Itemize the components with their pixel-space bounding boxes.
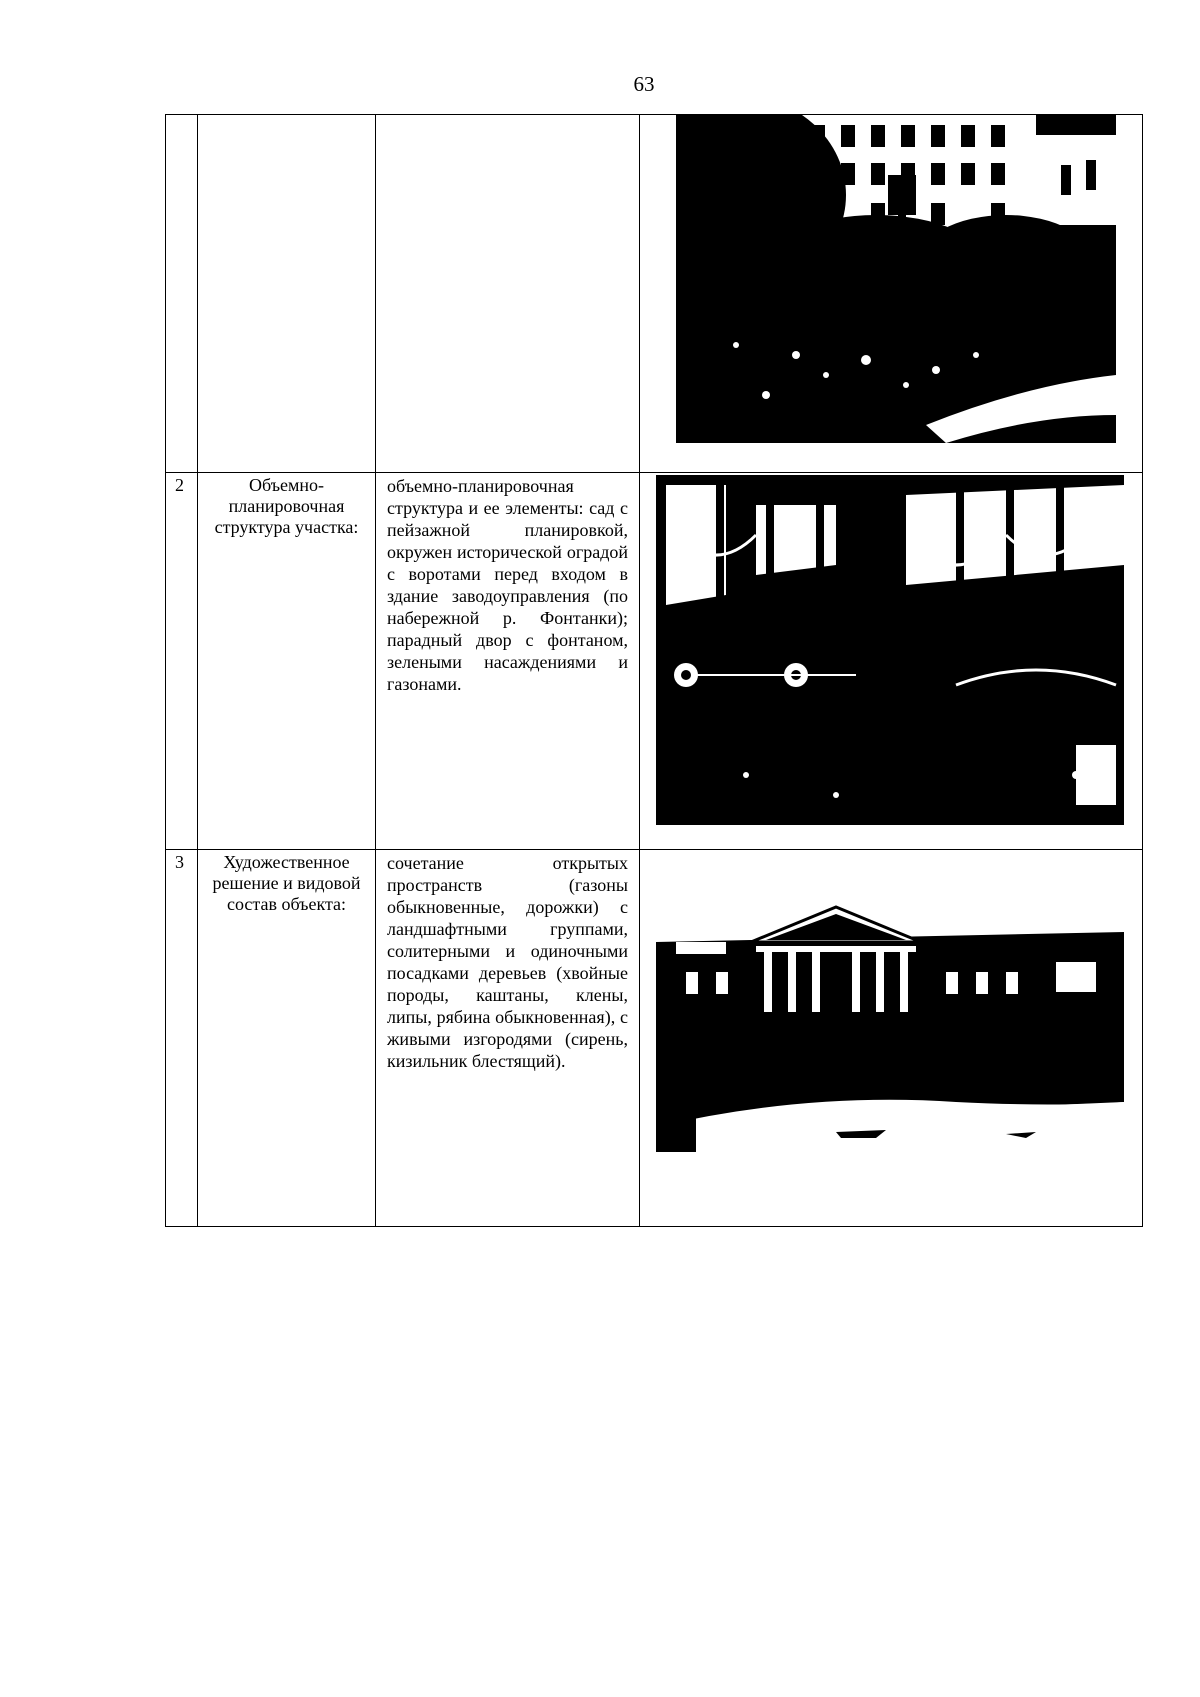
- row-title: Художественное решение и видовой состав объекта:: [198, 850, 376, 1227]
- row-description: объемно-планировочная структура и ее элементы: сад с пейзажной планировкой, окружен исторической оградой с воротами перед входом в здание заводоуправления (по набережной р. Фонтанки); парадный двор с фонтаном, зелеными насаждениями и газонами.: [376, 473, 640, 850]
- row-title: Объемно-планировочная структура участка:: [198, 473, 376, 850]
- table-row: [166, 115, 1143, 473]
- fence-photo: [656, 475, 1124, 825]
- row-number: 3: [166, 850, 198, 1227]
- heritage-table: [165, 114, 1143, 1227]
- photo-cell: [640, 850, 1143, 1227]
- table-row: [166, 850, 1143, 1227]
- row-number: 2: [166, 473, 198, 850]
- row-number: [166, 115, 198, 473]
- garden-photo: [676, 115, 1116, 443]
- building-photo: [656, 902, 1124, 1152]
- photo-cell: [640, 473, 1143, 850]
- row-description: [376, 115, 640, 473]
- row-description: сочетание открытых пространств (газоны обыкновенные, дорожки) с ландшафтными группами, солитерными и одиночными посадками деревьев (хвойные породы, каштаны, клены, липы, рябина обыкновенная), с живыми изгородями (сирень, кизильник блестящий).: [376, 850, 640, 1227]
- table-row: [166, 473, 1143, 850]
- page-number: 63: [633, 72, 655, 96]
- photo-cell: [640, 115, 1143, 473]
- row-title: [198, 115, 376, 473]
